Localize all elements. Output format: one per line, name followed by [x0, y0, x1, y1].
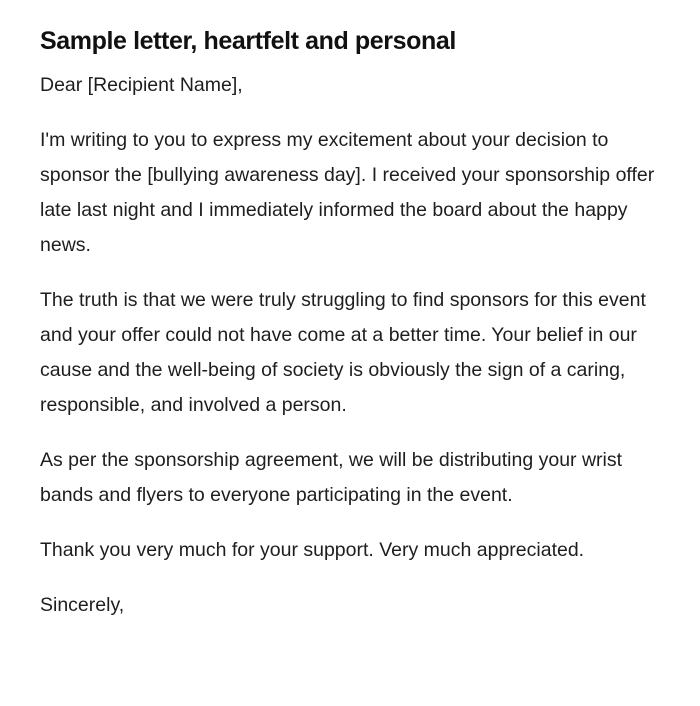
letter-paragraph-3: As per the sponsorship agreement, we will be distributing your wrist bands and flyers to everyone participating in the event.	[40, 449, 623, 506]
letter-closing: Sincerely,	[40, 594, 125, 616]
letter-paragraph-1: I'm writing to you to express my excitement about your decision to sponsor the [bullying awareness day]. I received your sponsorship offer late last night and I immediately informed the board about the happy news.	[40, 129, 655, 256]
letter-paragraph-2: The truth is that we were truly struggling to find sponsors for this event and your offer could not have come at a better time. Your belief in our cause and the well-being of society is obviously the sign of a caring, responsible, and involved a person.	[40, 289, 646, 416]
letter-document	[40, 24, 660, 623]
letter-title: Sample letter, heartfelt and personal	[40, 27, 456, 55]
letter-salutation: Dear [Recipient Name],	[40, 74, 243, 96]
letter-paragraph-4: Thank you very much for your support. Very much appreciated.	[40, 539, 585, 561]
